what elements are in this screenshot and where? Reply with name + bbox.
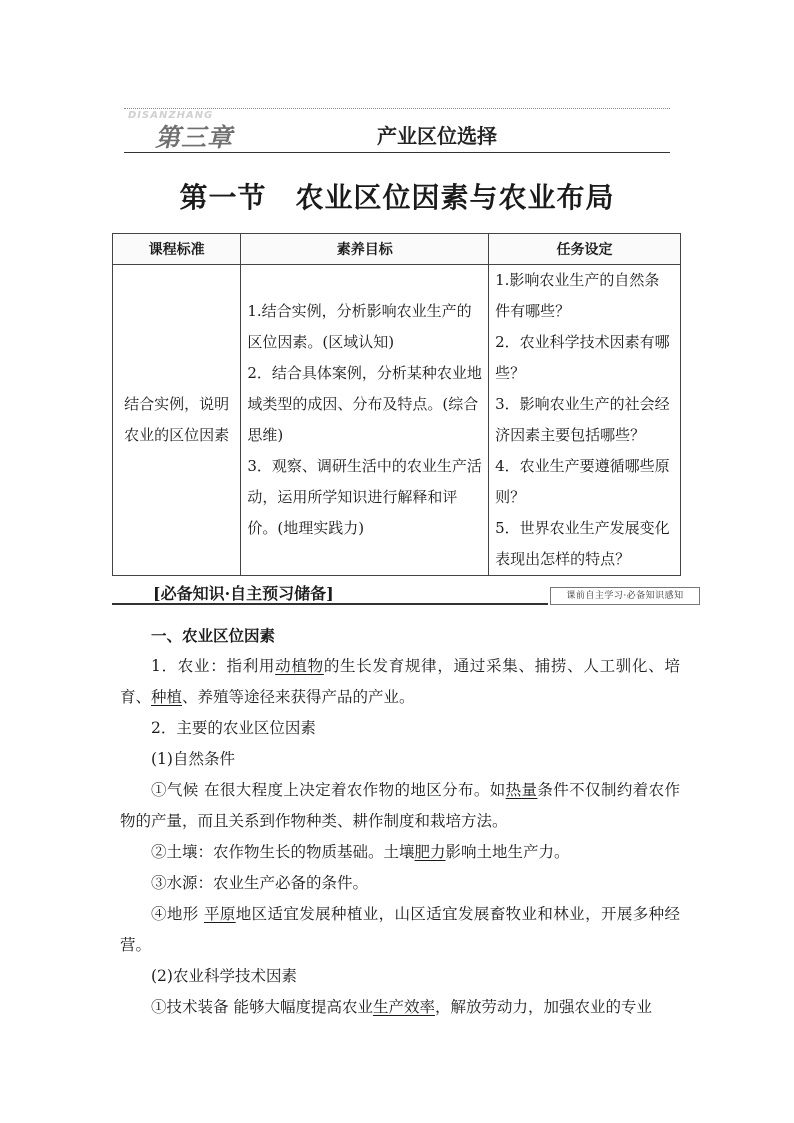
text: 1．农业：指利用 (151, 657, 276, 675)
task-item: 4．农业生产要遵循哪些原则？ (495, 457, 670, 506)
goals-cell (241, 265, 489, 576)
text: ②土壤：农作物生长的物质基础。土壤 (151, 843, 415, 861)
text: 在很大程度上决定着农作物的地区分布。如 (198, 781, 506, 799)
goal-item: 3．观察、调研生活中的农业生产活动，运用所学知识进行解释和评价。(地理实践力) (247, 457, 482, 537)
table-header: 任务设定 (489, 234, 681, 265)
table-row (113, 265, 681, 576)
task-item: 2．农业科学技术因素有哪些？ (495, 333, 670, 382)
table-header: 课程标准 (113, 234, 241, 265)
section-bar-title: [必备知识·自主预习储备] (153, 584, 334, 603)
goal-item: 1.结合实例，分析影响农业生产的区位因素。(区域认知) (247, 302, 472, 351)
heading-natural: (1)自然条件 (151, 750, 235, 768)
task-item: 3．影响农业生产的社会经济因素主要包括哪些？ (495, 395, 670, 444)
paragraph-climate (120, 775, 680, 837)
task-item: 5．世界农业生产发展变化表现出怎样的特点？ (495, 519, 670, 568)
heading-agri-factors: 一、农业区位因素 (151, 626, 276, 645)
text: ，解放劳动力，加强农业的专业 (434, 998, 652, 1016)
standards-table (112, 233, 681, 576)
section-bar-rule (112, 603, 548, 605)
text: 条件不仅制约着农作物的产量，而且关系到作物种类、耕作制度和栽培方法。 (120, 781, 680, 830)
paragraph-water: ③水源：农业生产必备的条件。 (151, 874, 369, 892)
underlined-term: 肥力 (414, 843, 446, 861)
underlined-term: 种植 (151, 688, 183, 706)
chapter-label: 第三章 (155, 123, 234, 152)
text: 地区适宜发展种植业，山区适宜发展畜牧业和林业，开展多种经营。 (120, 905, 680, 954)
text: 的生长发育规律，通过采集、捕捞、人工驯化、培育、 (120, 657, 680, 706)
text: ④地形 (151, 905, 199, 923)
header-dotted-rule (124, 108, 670, 109)
paragraph-agriculture (120, 651, 680, 713)
underlined-term: 热量 (505, 781, 538, 799)
body-text (120, 620, 680, 1023)
text: ①气候 (151, 781, 199, 799)
paragraph-soil (120, 837, 680, 868)
paragraph-terrain (120, 899, 680, 961)
table-header-row (113, 234, 681, 265)
task-item: 1.影响农业生产的自然条件有哪些？ (495, 271, 660, 320)
section-bar-tag: 课前自主学习·必备知识感知 (550, 587, 700, 605)
table-header: 素养目标 (241, 234, 489, 265)
goal-item: 2．结合具体案例，分析某种农业地域类型的成因、分布及特点。(综合思维) (247, 364, 482, 444)
paragraph-equipment (120, 992, 680, 1023)
underlined-term: 动植物 (275, 657, 324, 675)
unit-title: 产业区位选择 (377, 124, 497, 148)
text: 能够大幅度提高农业 (228, 998, 373, 1016)
text: 影响土地生产力。 (445, 843, 570, 861)
chapter-pinyin: DISANZHANG (128, 110, 214, 121)
curriculum-cell: 结合实例，说明农业的区位因素 (113, 265, 241, 576)
text: 、养殖等途径来获得产品的产业。 (182, 688, 415, 706)
heading-tech: (2)农业科学技术因素 (151, 967, 297, 985)
header-rule (124, 152, 670, 153)
section-title: 第一节 农业区位因素与农业布局 (179, 181, 615, 214)
tasks-cell (489, 265, 681, 576)
heading-main-factors: 2．主要的农业区位因素 (151, 719, 316, 737)
underlined-term: 平原 (203, 905, 236, 923)
underlined-term: 生产效率 (372, 998, 435, 1016)
text: ①技术装备 (151, 998, 229, 1016)
